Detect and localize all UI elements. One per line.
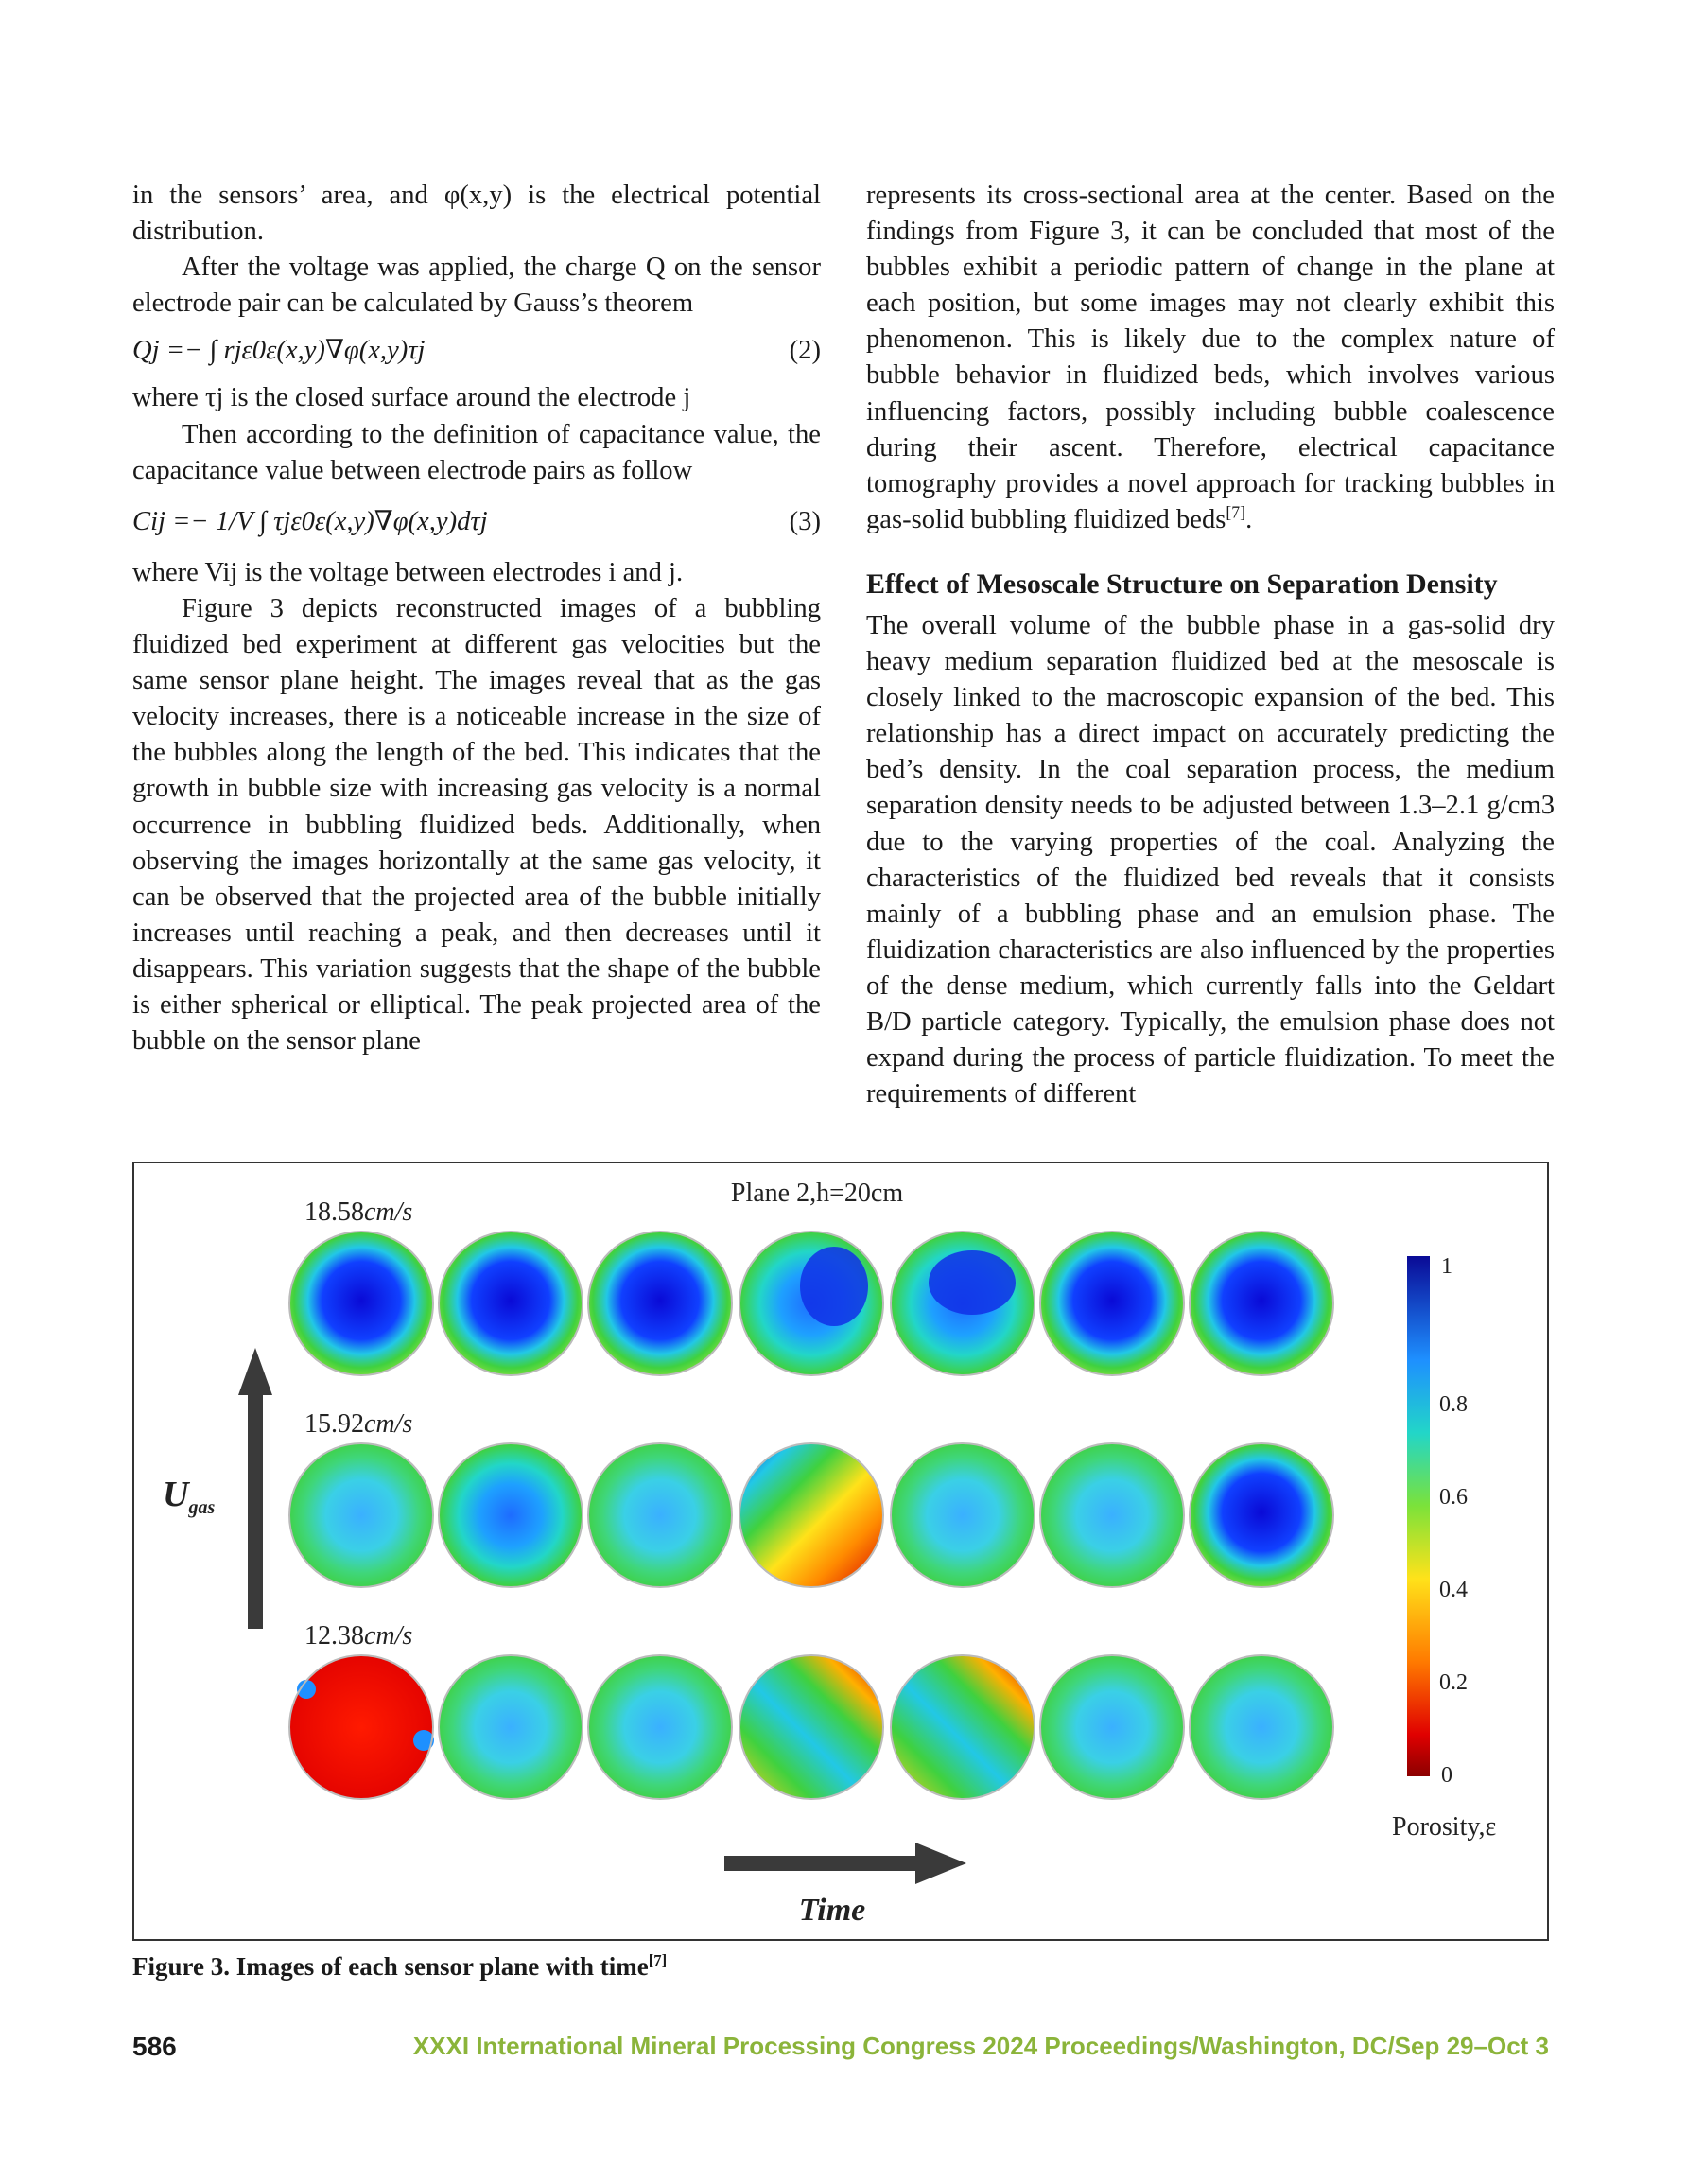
colorbar-tick-06: 0.6 [1439, 1485, 1468, 1510]
ect-image [289, 1232, 433, 1375]
ect-image [1190, 1443, 1333, 1587]
equation-2-body: Qj =− ∫ rjε0ε(x,y)∇φ(x,y)τj [132, 336, 426, 366]
paragraph-cross-section: represents its cross-sectional area at the center. Based on the findings from Figure 3, it can be concluded that most of the bubbles exhibit a periodic pattern of change in the plane at each position, but some images may not clearly exhibit this phenomenon. This is likely due to the complex nature of bubble behavior in fluidized beds, which involves various influencing factors, possibly including bubble coalescence during their ascent. Therefore, electrical capacitance tomography provides a novel approach for tracking bubbles in gas-solid bubbling fluidized beds[7]. [866, 181, 1555, 534]
ect-image [1040, 1443, 1184, 1587]
paragraph-intro: in the sensors’ area, and φ(x,y) is the electrical potential distribution. [132, 181, 821, 247]
right-arrow-icon [724, 1843, 966, 1884]
colorbar-tick-04: 0.4 [1439, 1578, 1468, 1602]
figure-caption-ref: [7] [648, 1951, 668, 1969]
paragraph-mesoscale: The overall volume of the bubble phase in a gas-solid dry heavy medium separation fluidized bed at the mesoscale is closely linked to the macroscopic expansion of the bed. This relationship has a direct impact on accurately predicting the bed’s density. In the coal separation process, the medium separation density needs to be adjusted between 1.3–2.1 g/cm3 due to the varying properties of the coal. Analyzing the characteristics of the fluidized bed reveals that it consists mainly of a bubbling phase and an emulsion phase. The fluidization characteristics are also influenced by the properties of the dense medium, which currently falls into the Geldart B/D particle category. Typically, the emulsion phase does not expand during the process of particle fluidization. To meet the requirements of different [866, 610, 1555, 1109]
row-1238-images [289, 1655, 1333, 1799]
colorbar-tick-02: 0.2 [1439, 1670, 1468, 1695]
ect-image [739, 1443, 883, 1587]
row-label-1238: 12.38cm/s [304, 1621, 413, 1651]
colorbar-tick-1: 1 [1441, 1254, 1452, 1279]
ect-image [588, 1443, 732, 1587]
equation-2 [132, 333, 821, 369]
figure-caption-text: Figure 3. Images of each sensor plane with time [132, 1952, 649, 1981]
row-label-1592: 15.92cm/s [304, 1409, 413, 1439]
figure-3-graphic [134, 1163, 1547, 1939]
row-1592-images [289, 1443, 1333, 1587]
row-1858-images [289, 1232, 1333, 1375]
equation-3 [132, 504, 821, 540]
ect-image [588, 1655, 732, 1799]
colorbar-tick-0: 0 [1441, 1763, 1452, 1788]
figure-3 [132, 1162, 1549, 1941]
paragraph-cross-section-text: represents its cross-sectional area at the center. Based on the findings from Figure 3, it can be concluded that most of the bubbles exhibit a periodic pattern of change in the plane at each position, but some images may not clearly exhibit this phenomenon. This is likely due to the complex nature of bubble behavior in fluidized beds, which involves various influencing factors, possibly including bubble coalescence during their ascent. Therefore, electrical capacitance tomography provides a novel approach for tracking bubbles in gas-solid bubbling fluidized beds [866, 181, 1555, 534]
paragraph-tau: where τj is the closed surface around the electrode j [132, 383, 691, 413]
ect-image [891, 1655, 1035, 1799]
paragraph-voltage: where Vij is the voltage between electrodes i and j. [132, 557, 684, 587]
ect-image [439, 1655, 583, 1799]
ect-image [891, 1232, 1035, 1375]
paragraph-gauss: After the voltage was applied, the charge Q on the sensor electrode pair can be calculated by Gauss’s theorem [132, 253, 821, 319]
paragraph-capacitance: Then according to the definition of capacitance value, the capacitance value between electrode pairs as follow [132, 419, 821, 485]
colorbar-tick-08: 0.8 [1439, 1392, 1468, 1417]
equation-3-body: Cij =− 1/V ∫ τjε0ε(x,y)∇φ(x,y)dτj [132, 506, 488, 536]
ect-image [1190, 1232, 1333, 1375]
footer-title: XXXI International Mineral Processing Congress 2024 Proceedings/Washington, DC/Sep 29–Oct 3 [412, 2032, 1549, 2060]
colorbar [1407, 1256, 1430, 1776]
reference-marker: [7] [1226, 502, 1246, 522]
equation-3-number: (3) [789, 506, 821, 536]
up-arrow-icon [238, 1348, 272, 1629]
left-column [132, 178, 821, 1059]
ect-image [739, 1655, 883, 1799]
ect-image [439, 1232, 583, 1375]
figure-caption [132, 1950, 667, 1983]
ect-image [439, 1443, 583, 1587]
equation-2-number: (2) [789, 336, 821, 366]
right-column [866, 178, 1555, 1112]
ect-image [739, 1232, 883, 1375]
ect-image [289, 1443, 433, 1587]
ect-image [1040, 1232, 1184, 1375]
time-label: Time [798, 1893, 866, 1928]
ect-image [1040, 1655, 1184, 1799]
page-number: 586 [132, 2032, 177, 2061]
paragraph-figure3: Figure 3 depicts reconstructed images of a bubbling fluidized bed experiment at different gas velocities but the same sensor plane height. The images reveal that as the gas velocity increases, there is a noticeable increase in the size of the bubbles along the length of the bed. This indicates that the growth in bubble size with increasing gas velocity is a normal occurrence in bubbling fluidized beds. Additionally, when observing the images horizontally at the same gas velocity, it can be observed that the projected area of the bubble initially increases until reaching a peak, and then decreases until it disappears. This variation suggests that the shape of the bubble is either spherical or elliptical. The peak projected area of the bubble on the sensor plane [132, 593, 821, 1057]
figure-title: Plane 2,h=20cm [730, 1179, 904, 1208]
colorbar-label: Porosity,ε [1392, 1812, 1497, 1842]
ect-image [289, 1655, 434, 1799]
ect-image [1190, 1655, 1333, 1799]
row-label-1858: 18.58cm/s [304, 1197, 413, 1227]
ect-image [891, 1443, 1035, 1587]
section-heading: Effect of Mesoscale Structure on Separation Density [866, 568, 1498, 600]
ugas-label: $U_{gas}$ [163, 1475, 216, 1518]
ect-image [588, 1232, 732, 1375]
